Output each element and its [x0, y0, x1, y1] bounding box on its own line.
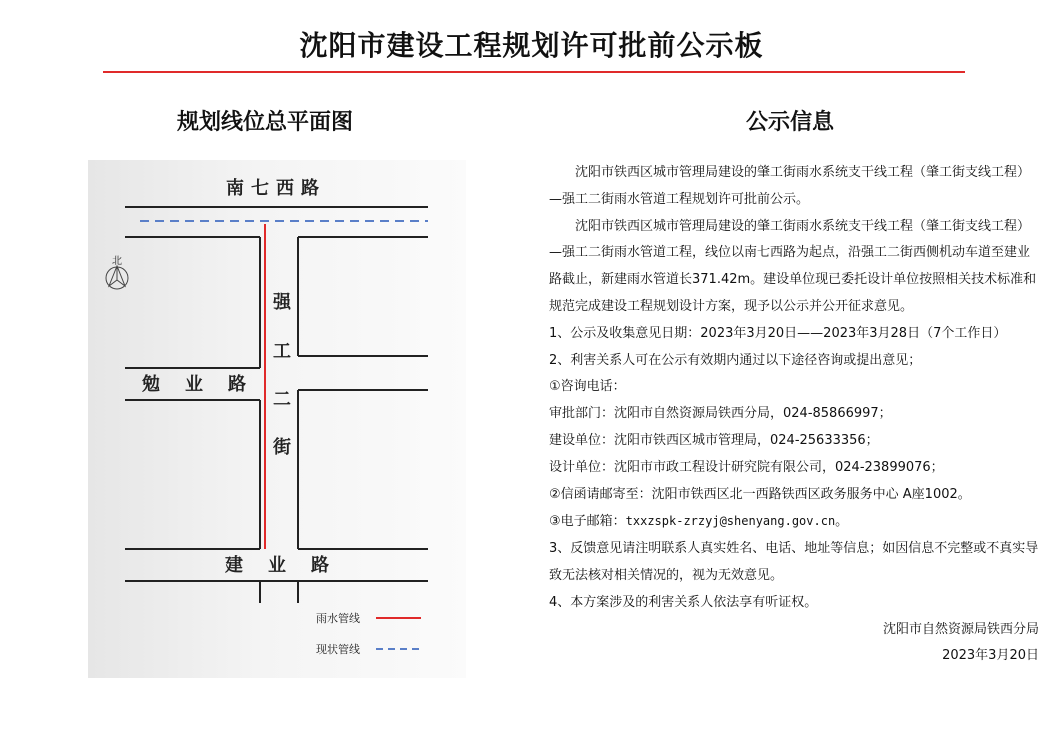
road-label-top-2: 七: [251, 178, 269, 199]
email-address[interactable]: txxzspk-zrzyj@shenyang.gov.cn: [625, 514, 836, 529]
email-suffix: 。: [835, 514, 849, 530]
road-label-bottom-1: 建: [225, 555, 243, 576]
north-arrow-icon: [106, 255, 128, 289]
road-label-vert-3: 二: [273, 389, 291, 410]
north-label: 北: [112, 256, 122, 267]
notice-item-1: 1、公示及收集意见日期：2023年3月20日——2023年3月28日（7个工作日）: [549, 325, 1007, 341]
email-line: [549, 508, 1039, 536]
phone-design: 设计单位：沈阳市市政工程设计研究院有限公司，024-23899076；: [549, 459, 944, 475]
email-prefix: ③电子邮箱：: [549, 514, 626, 530]
map-heading: 规划线位总平面图: [176, 109, 353, 135]
legend-rain-pipe-label: 雨水管线: [316, 612, 360, 625]
page-title: 沈阳市建设工程规划许可批前公示板: [299, 29, 764, 62]
mail-address: ②信函请邮寄至：沈阳市铁西区北一西路铁西区政务服务中心 A座1002。: [549, 486, 971, 502]
road-label-mid-1: 勉: [142, 374, 160, 395]
road-label-vert-1: 强: [273, 292, 291, 313]
title-divider: [103, 71, 965, 73]
road-label-mid-2: 业: [185, 374, 203, 395]
signature: 沈阳市自然资源局铁西分局: [882, 621, 1039, 637]
road-label-bottom-3: 路: [311, 555, 329, 576]
road-label-top-1: 南: [226, 178, 244, 199]
road-label-vert-2: 工: [273, 341, 291, 362]
notice-body: 沈阳市铁西区城市管理局建设的肇工街雨水系统支干线工程（肇工街支线工程）—强工二街雨水管道工程，线位以南七西路为起点，沿强工二街西侧机动车道至建业路截止，新建雨水管道长371.42m。建设单位现已委托设计单位按照相关技术标准和规范完成建设工程规划设计方案，现予以公示并公开征求意见。: [549, 218, 1037, 314]
notice-item-2: 2、利害关系人可在公示有效期内通过以下途径咨询或提出意见；: [549, 352, 922, 368]
notice-text: [549, 160, 1039, 670]
notice-heading: 公示信息: [745, 109, 834, 135]
notice-item-3: 3、反馈意见请注明联系人真实姓名、电话、地址等信息；如因信息不完整或不真实导致无法核对相关情况的，视为无效意见。: [549, 541, 1039, 583]
road-label-mid-3: 路: [228, 374, 246, 395]
phone-approval: 审批部门：沈阳市自然资源局铁西分局，024-85866997；: [549, 406, 892, 422]
notice-date: 2023年3月20日: [942, 648, 1039, 664]
road-label-top-4: 路: [301, 178, 319, 199]
phone-construction: 建设单位：沈阳市铁西区城市管理局，024-25633356；: [549, 432, 879, 448]
notice-item-4: 4、本方案涉及的利害关系人依法享有听证权。: [549, 594, 818, 610]
site-plan-map: [88, 160, 466, 678]
legend-existing-pipe-label: 现状管线: [316, 643, 360, 656]
road-label-top-3: 西: [276, 178, 294, 199]
notice-intro: 沈阳市铁西区城市管理局建设的肇工街雨水系统支干线工程（肇工街支线工程）—强工二街雨水管道工程规划许可批前公示。: [549, 165, 1031, 207]
road-label-vert-4: 街: [273, 437, 291, 458]
phone-title: ①咨询电话：: [549, 379, 626, 395]
road-label-bottom-2: 业: [268, 555, 286, 576]
